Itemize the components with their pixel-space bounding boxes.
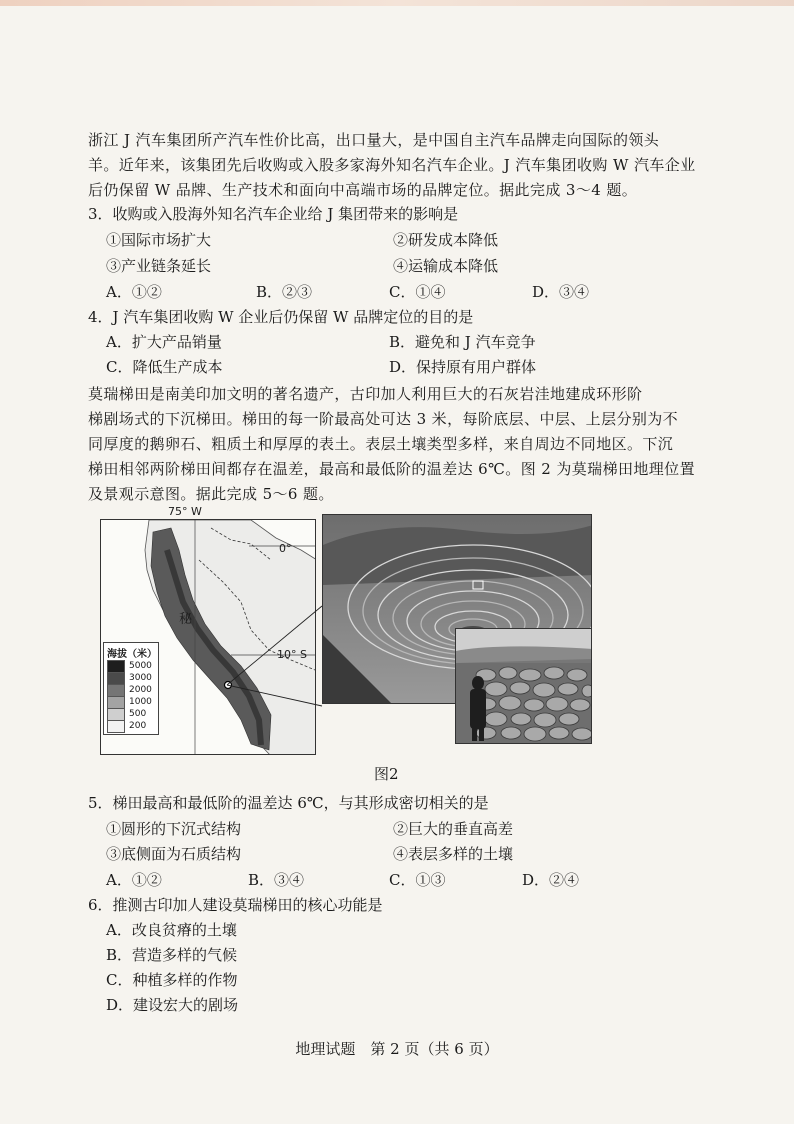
legend-title: 海拔（米） xyxy=(107,649,157,660)
q4-choice-c: C．降低生产成本 xyxy=(106,358,223,376)
page-footer: 地理试题 第 2 页（共 6 页） xyxy=(295,1040,499,1058)
intro1-line-3: 后仍保留 W 品牌、生产技术和面向中高端市场的品牌定位。据此完成 3～4 题。 xyxy=(88,181,638,199)
q5-option-2: ②巨大的垂直高差 xyxy=(393,820,514,838)
q5-choice-a: A．①② xyxy=(106,871,162,889)
intro2-line-4: 梯田相邻两阶梯田间都存在温差，最高和最低阶的温差达 6℃。图 2 为莫瑞梯田地理位置 xyxy=(88,460,695,478)
lat-10s-label: 10° S xyxy=(277,648,307,661)
q6-choice-b: B．营造多样的气候 xyxy=(106,946,238,964)
q5-choice-c: C．①③ xyxy=(389,871,446,889)
intro1-line-1: 浙江 J 汽车集团所产汽车性价比高，出口量大，是中国自主汽车品牌走向国际的领头 xyxy=(88,131,660,149)
legend-value: 200 xyxy=(129,721,147,731)
q3-choice-c: C．①④ xyxy=(389,283,446,301)
legend-value: 1000 xyxy=(129,697,152,707)
q5-choice-b: B．③④ xyxy=(248,871,305,889)
q3-option-1: ①国际市场扩大 xyxy=(106,231,212,249)
legend-value: 500 xyxy=(129,709,147,719)
figure-caption: 图2 xyxy=(374,765,399,783)
stone-wall-drawing xyxy=(456,629,592,744)
q6-stem: 6．推测古印加人建设莫瑞梯田的核心功能是 xyxy=(88,896,383,914)
lat-0-label: 0° xyxy=(279,542,292,555)
q6-choice-c: C．种植多样的作物 xyxy=(106,971,238,989)
q5-option-3: ③底侧面为石质结构 xyxy=(106,845,242,863)
q4-choice-d: D．保持原有用户群体 xyxy=(389,358,537,376)
q3-choice-b: B．②③ xyxy=(256,283,313,301)
q5-option-1: ①圆形的下沉式结构 xyxy=(106,820,242,838)
q5-choice-d: D．②④ xyxy=(522,871,580,889)
q3-stem: 3．收购或入股海外知名汽车企业给 J 集团带来的影响是 xyxy=(88,205,459,223)
q3-choice-a: A．①② xyxy=(106,283,162,301)
q3-option-3: ③产业链条延长 xyxy=(106,257,212,275)
q3-option-2: ②研发成本降低 xyxy=(393,231,499,249)
intro2-line-1: 莫瑞梯田是南美印加文明的著名遗产，古印加人利用巨大的石灰岩洼地建成环形阶 xyxy=(88,385,643,403)
q6-choice-a: A．改良贫瘠的土壤 xyxy=(106,921,237,939)
legend-value: 2000 xyxy=(129,685,152,695)
legend-value: 5000 xyxy=(129,661,152,671)
intro2-line-2: 梯剧场式的下沉梯田。梯田的每一阶最高处可达 3 米，每阶底层、中层、上层分别为不 xyxy=(88,410,679,428)
q3-option-4: ④运输成本降低 xyxy=(393,257,499,275)
q6-choice-d: D．建设宏大的剧场 xyxy=(106,996,239,1014)
q5-option-4: ④表层多样的土壤 xyxy=(393,845,514,863)
lon-75w-label: 75° W xyxy=(168,505,202,518)
q4-choice-a: A．扩大产品销量 xyxy=(106,333,222,351)
country-label: 秘 xyxy=(179,612,193,627)
intro2-line-5: 及景观示意图。据此完成 5～6 题。 xyxy=(88,485,334,503)
q5-stem: 5．梯田最高和最低阶的温差达 6℃，与其形成密切相关的是 xyxy=(88,794,489,812)
intro1-line-2: 羊。近年来，该集团先后收购或入股多家海外知名汽车企业。J 汽车集团收购 W 汽车企业 xyxy=(88,156,696,174)
q4-choice-b: B．避免和 J 汽车竞争 xyxy=(389,333,536,351)
legend-value: 3000 xyxy=(129,673,152,683)
stone-wall-inset-photo xyxy=(455,628,592,744)
q3-choice-d: D．③④ xyxy=(532,283,590,301)
q4-stem: 4．J 汽车集团收购 W 企业后仍保留 W 品牌定位的目的是 xyxy=(88,308,474,326)
intro2-line-3: 同厚度的鹅卵石、粗质土和厚厚的表土。表层土壤类型多样，来自周边不同地区。下沉 xyxy=(88,435,674,453)
